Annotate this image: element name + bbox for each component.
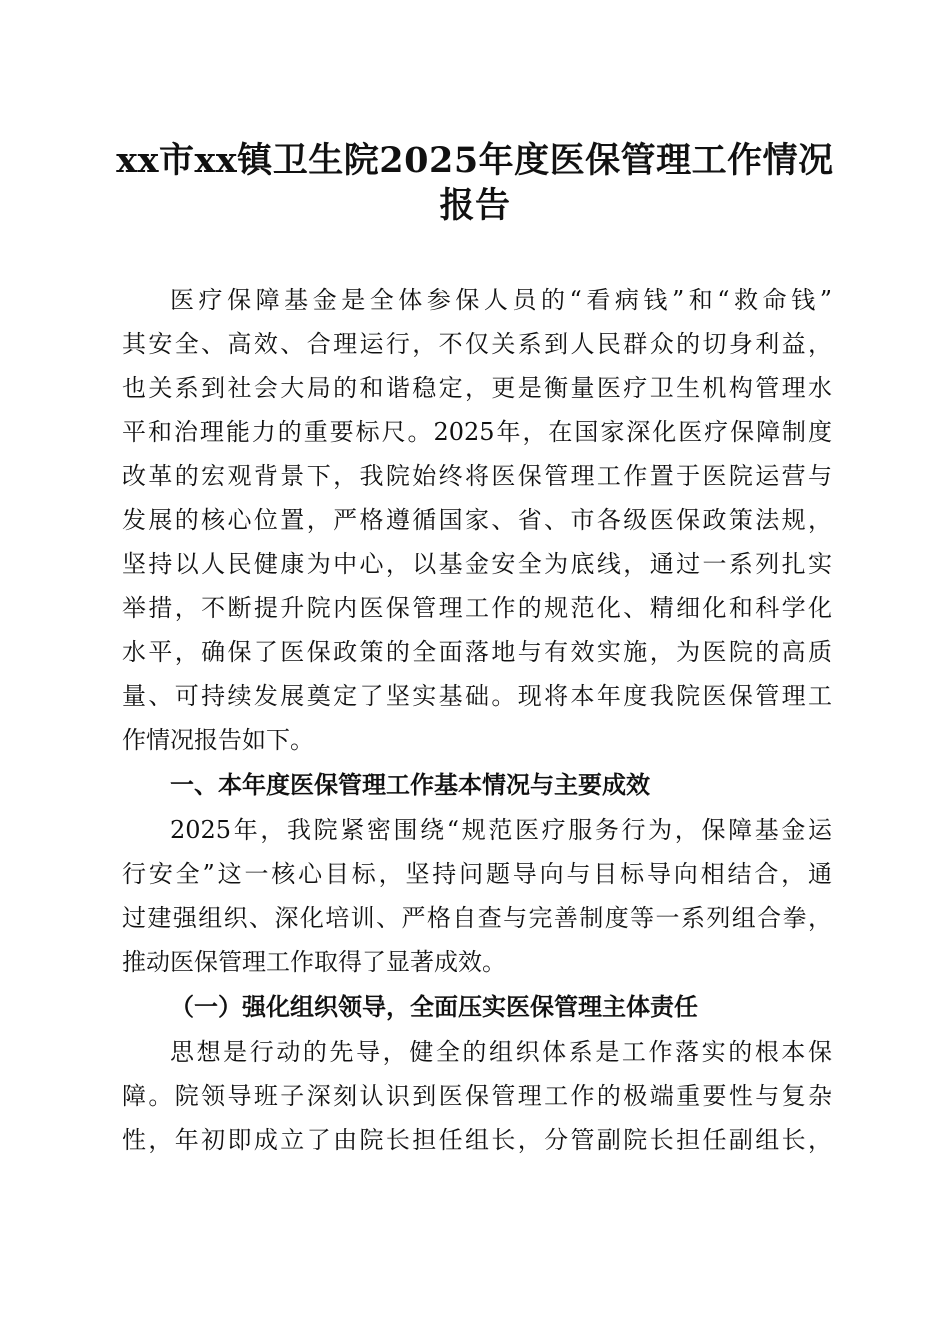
title-line-1: xx市xx镇卫生院2025年度医保管理工作情况 [116, 140, 834, 181]
text-line: 水平，确保了医保政策的全面落地与有效实施，为医院的高质 [122, 638, 832, 666]
paragraph-intro [122, 278, 832, 762]
text-line: 性，年初即成立了由院长担任组长，分管副院长担任副组长， [122, 1126, 832, 1154]
paragraph-subsection-1 [122, 1030, 832, 1162]
text-line: 障。院领导班子深刻认识到医保管理工作的极端重要性与复杂 [122, 1082, 832, 1110]
text-line: 坚持以人民健康为中心，以基金安全为底线，通过一系列扎实 [122, 550, 832, 578]
text-line: 作情况报告如下。 [122, 726, 314, 754]
text-line: 2025年，我院紧密围绕“规范医疗服务行为，保障基金运 [170, 816, 832, 844]
text-line: 改革的宏观背景下，我院始终将医保管理工作置于医院运营与 [122, 462, 832, 490]
text-line: 行安全”这一核心目标，坚持问题导向与目标导向相结合，通 [122, 860, 832, 888]
text-line: 推动医保管理工作取得了显著成效。 [122, 948, 506, 976]
text-line: 也关系到社会大局的和谐稳定，更是衡量医疗卫生机构管理水 [122, 374, 832, 402]
text-line: 平和治理能力的重要标尺。2025年，在国家深化医疗保障制度 [122, 418, 832, 446]
title-line-2: 报告 [439, 185, 511, 226]
text-line: 医疗保障基金是全体参保人员的“看病钱”和“救命钱” [170, 286, 832, 314]
text-line: 过建强组织、深化培训、严格自查与完善制度等一系列组合拳， [122, 904, 832, 932]
subsection-heading-1: （一）强化组织领导，全面压实医保管理主体责任 [170, 992, 698, 1021]
text-line: 发展的核心位置，严格遵循国家、省、市各级医保政策法规， [122, 506, 832, 534]
document-title [100, 138, 850, 228]
text-line: 思想是行动的先导，健全的组织体系是工作落实的根本保 [170, 1038, 832, 1066]
text-line: 举措，不断提升院内医保管理工作的规范化、精细化和科学化 [122, 594, 832, 622]
text-line: 其安全、高效、合理运行，不仅关系到人民群众的切身利益， [122, 330, 832, 358]
text-line: 量、可持续发展奠定了坚实基础。现将本年度我院医保管理工 [122, 682, 832, 710]
paragraph-section-1 [122, 808, 832, 984]
section-heading-1: 一、本年度医保管理工作基本情况与主要成效 [170, 771, 650, 799]
document-body [122, 278, 832, 1162]
